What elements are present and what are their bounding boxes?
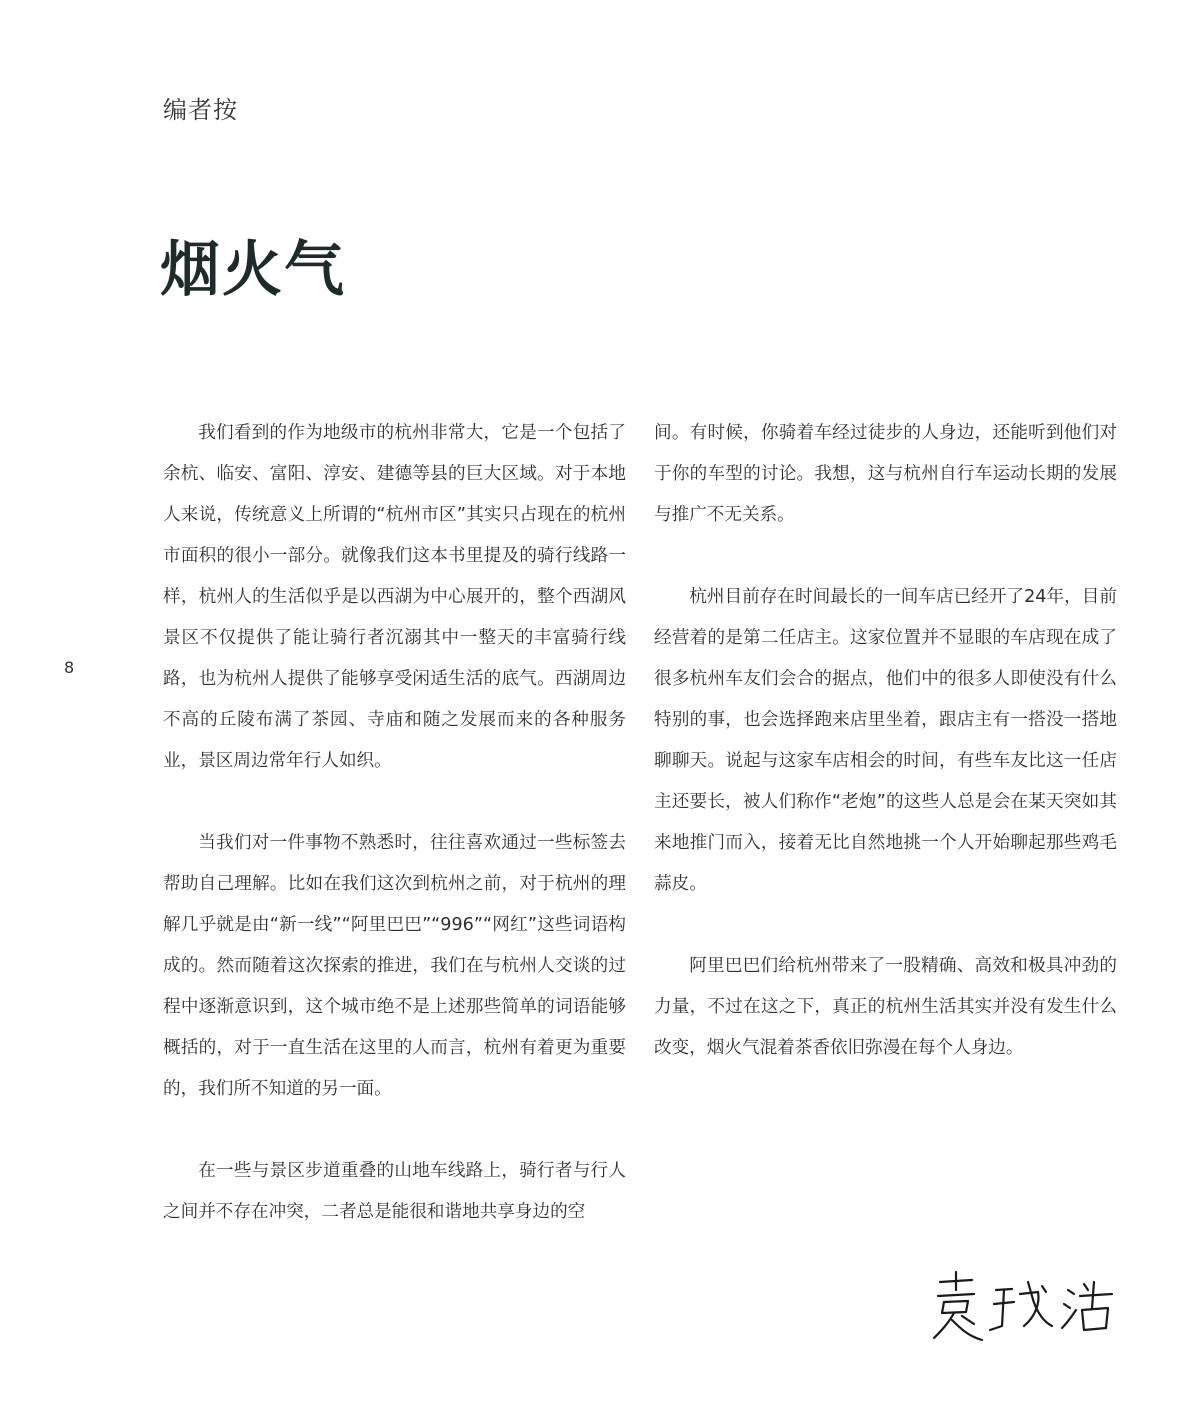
- page-number: 8: [64, 658, 75, 677]
- right-column: [654, 413, 1117, 1110]
- paragraph-1: 我们看到的作为地级市的杭州非常大，它是一个包括了余杭、临安、富阳、淳安、建德等县的巨大区域。对于本地人来说，传统意义上所谓的“杭州市区”其实只占现在的杭州市面积的很小一部分。就像我们这本书里提及的骑行线路一样，杭州人的生活似乎是以西湖为中心展开的，整个西湖风景区不仅提供了能让骑行者沉溺其中一整天的丰富骑行线路，也为杭州人提供了能够享受闲适生活的底气。西湖周边不高的丘陵布满了茶园、寺庙和随之发展而来的各种服务业，景区周边常年行人如织。: [163, 423, 626, 771]
- paragraph-5: 阿里巴巴们给杭州带来了一股精确、高效和极具冲劲的力量，不过在这之下，真正的杭州生活其实并没有发生什么改变，烟火气混着茶香依旧弥漫在每个人身边。: [654, 956, 1117, 1058]
- paragraph-2: 当我们对一件事物不熟悉时，往往喜欢通过一些标签去帮助自己理解。比如在我们这次到杭州之前，对于杭州的理解几乎就是由“新一线”“阿里巴巴”“996”“网红”这些词语构成的。然而随着这次探索的推进，我们在与杭州人交谈的过程中逐渐意识到，这个城市绝不是上述那些简单的词语能够概括的，对于一直生活在这里的人而言，杭州有着更为重要的，我们所不知道的另一面。: [163, 833, 626, 1099]
- paragraph-3: 在一些与景区步道重叠的山地车线路上，骑行者与行人之间并不存在冲突，二者总是能很和谐地共享身边的空: [163, 1161, 626, 1222]
- paragraph-3-continued: 间。有时候，你骑着车经过徒步的人身边，还能听到他们对于你的车型的讨论。我想，这与杭州自行车运动长期的发展与推广不无关系。: [654, 423, 1117, 525]
- left-column: [163, 413, 626, 1274]
- editor-note-label: 编者按: [163, 96, 238, 124]
- article-title: 烟火气: [160, 235, 346, 305]
- handwritten-signature: [928, 1268, 1118, 1348]
- paragraph-4: 杭州目前存在时间最长的一间车店已经开了24年，目前经营着的是第二任店主。这家位置并不显眼的车店现在成了很多杭州车友们会合的据点，他们中的很多人即使没有什么特别的事，也会选择跑来店里坐着，跟店主有一搭没一搭地聊聊天。说起与这家车店相会的时间，有些车友比这一任店主还要长，被人们称作“老炮”的这些人总是会在某天突如其来地推门而入，接着无比自然地挑一个人开始聊起那些鸡毛蒜皮。: [654, 587, 1117, 894]
